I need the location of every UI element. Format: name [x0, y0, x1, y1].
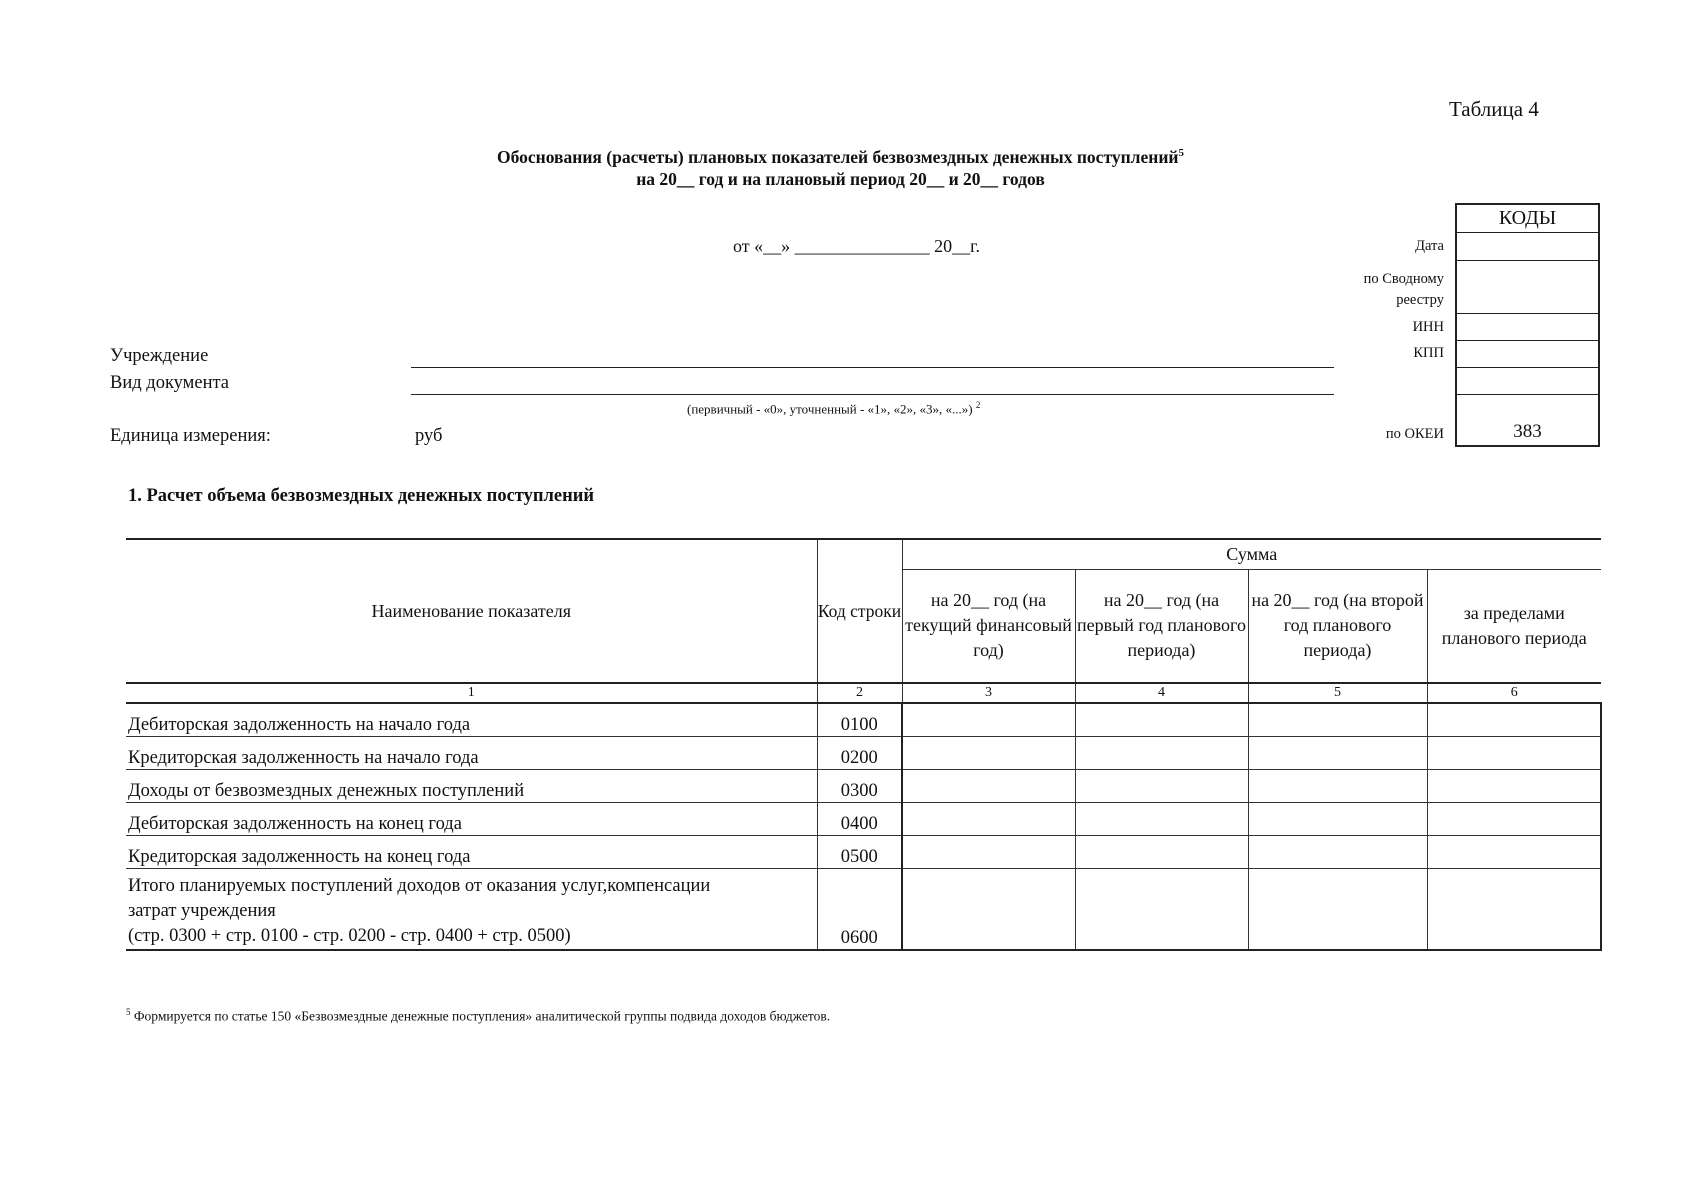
codes-box	[1455, 203, 1600, 447]
revenue-table	[126, 538, 1602, 951]
code-kpp-cell[interactable]	[1457, 340, 1598, 367]
header-col4: на 20__ год (на первый год планового периода)	[1075, 569, 1248, 683]
amount-cell[interactable]	[1427, 736, 1601, 769]
code-doctype-cell[interactable]	[1457, 367, 1598, 394]
total-name	[126, 868, 817, 950]
amount-cell[interactable]	[1248, 835, 1427, 868]
amount-cell[interactable]	[1427, 703, 1601, 736]
total-row	[126, 868, 1601, 950]
doc-type-line[interactable]	[411, 394, 1334, 395]
amount-cell[interactable]	[1427, 835, 1601, 868]
col-number: 1	[126, 683, 817, 703]
row-name: Дебиторская задолженность на конец года	[126, 802, 817, 835]
amount-cell[interactable]	[1248, 736, 1427, 769]
amount-cell[interactable]	[902, 835, 1075, 868]
form-title-line1: Обоснования (расчеты) плановых показателей безвозмездных денежных поступлений	[497, 146, 1179, 167]
amount-cell[interactable]	[1248, 802, 1427, 835]
label-registry-2: реестру	[1396, 292, 1444, 308]
amount-cell[interactable]	[902, 703, 1075, 736]
row-name: Кредиторская задолженность на начало года	[126, 736, 817, 769]
amount-cell[interactable]	[1427, 802, 1601, 835]
institution-label: Учреждение	[110, 346, 209, 366]
code-okei-cell[interactable]	[1457, 394, 1598, 445]
row-name: Дебиторская задолженность на начало года	[126, 703, 817, 736]
section-title: 1. Расчет объема безвозмездных денежных поступлений	[128, 486, 595, 506]
total-name-line2: затрат учреждения	[128, 901, 276, 921]
row-code: 0300	[817, 769, 902, 802]
footnote-text: Формируется по статье 150 «Безвозмездные денежные поступления» аналитической группы подвида доходов бюджетов.	[133, 1008, 831, 1024]
col-number: 3	[902, 683, 1075, 703]
form-subtitle: на 20__ год и на плановый период 20__ и 20__ годов	[636, 169, 1045, 189]
footnote	[126, 1007, 830, 1025]
header-col6: за пределами планового периода	[1427, 569, 1601, 683]
amount-cell[interactable]	[1248, 868, 1427, 950]
amount-cell[interactable]	[1427, 769, 1601, 802]
table-row	[126, 802, 1601, 835]
table-row	[126, 703, 1601, 736]
date-line[interactable]: от «__» _______________ 20__г.	[733, 236, 980, 256]
header-code: Код строки	[817, 539, 902, 683]
row-name: Доходы от безвозмездных денежных поступлений	[126, 769, 817, 802]
row-name: Кредиторская задолженность на конец года	[126, 835, 817, 868]
codes-header: КОДЫ	[1498, 207, 1557, 229]
code-inn-cell[interactable]	[1457, 313, 1598, 340]
row-code: 0500	[817, 835, 902, 868]
doc-type-label: Вид документа	[110, 373, 230, 393]
total-name-line3: (стр. 0300 + стр. 0100 - стр. 0200 - стр. 0400 + стр. 0500)	[128, 926, 571, 946]
label-kpp: КПП	[1413, 345, 1444, 361]
doc-type-hint	[687, 400, 980, 417]
table-row	[126, 769, 1601, 802]
label-registry-1: по Сводному	[1363, 271, 1444, 287]
table-number: Таблица 4	[1449, 97, 1539, 121]
amount-cell[interactable]	[902, 868, 1075, 950]
institution-line[interactable]	[411, 367, 1334, 368]
label-date: Дата	[1415, 238, 1444, 254]
amount-cell[interactable]	[902, 769, 1075, 802]
amount-cell[interactable]	[1075, 769, 1248, 802]
header-col3: на 20__ год (на текущий финансовый год)	[902, 569, 1075, 683]
amount-cell[interactable]	[1075, 802, 1248, 835]
row-code: 0100	[817, 703, 902, 736]
code-registry-cell[interactable]	[1457, 260, 1598, 313]
col-number: 6	[1427, 683, 1601, 703]
col-number: 4	[1075, 683, 1248, 703]
unit-value: руб	[415, 426, 443, 446]
form-title	[0, 141, 1681, 170]
label-okei: по ОКЕИ	[1385, 426, 1444, 442]
footnote-number: 5	[126, 1007, 131, 1017]
amount-cell[interactable]	[1075, 736, 1248, 769]
amount-cell[interactable]	[1075, 835, 1248, 868]
table-row	[126, 835, 1601, 868]
amount-cell[interactable]	[1075, 868, 1248, 950]
amount-cell[interactable]	[902, 802, 1075, 835]
amount-cell[interactable]	[1427, 868, 1601, 950]
header-sum: Сумма	[902, 539, 1601, 569]
unit-label: Единица измерения:	[110, 426, 271, 446]
total-name-line1: Итого планируемых поступлений доходов от оказания услуг,компенсации	[128, 876, 711, 896]
amount-cell[interactable]	[902, 736, 1075, 769]
col-number: 2	[817, 683, 902, 703]
total-code: 0600	[817, 868, 902, 950]
amount-cell[interactable]	[1248, 703, 1427, 736]
amount-cell[interactable]	[1248, 769, 1427, 802]
row-code: 0200	[817, 736, 902, 769]
doc-type-hint-ref: 2	[975, 400, 981, 410]
doc-type-hint-text: (первичный - «0», уточненный - «1», «2», «3», «...»)	[687, 401, 973, 417]
code-date-cell[interactable]	[1457, 232, 1598, 260]
footnote-ref: 5	[1178, 147, 1184, 159]
col-number: 5	[1248, 683, 1427, 703]
row-code: 0400	[817, 802, 902, 835]
amount-cell[interactable]	[1075, 703, 1248, 736]
label-inn: ИНН	[1412, 319, 1444, 335]
table-row	[126, 736, 1601, 769]
header-name: Наименование показателя	[126, 539, 817, 683]
okei-value: 383	[1513, 421, 1542, 442]
column-numbers-row	[126, 683, 1601, 703]
header-col5: на 20__ год (на второй год планового периода)	[1248, 569, 1427, 683]
